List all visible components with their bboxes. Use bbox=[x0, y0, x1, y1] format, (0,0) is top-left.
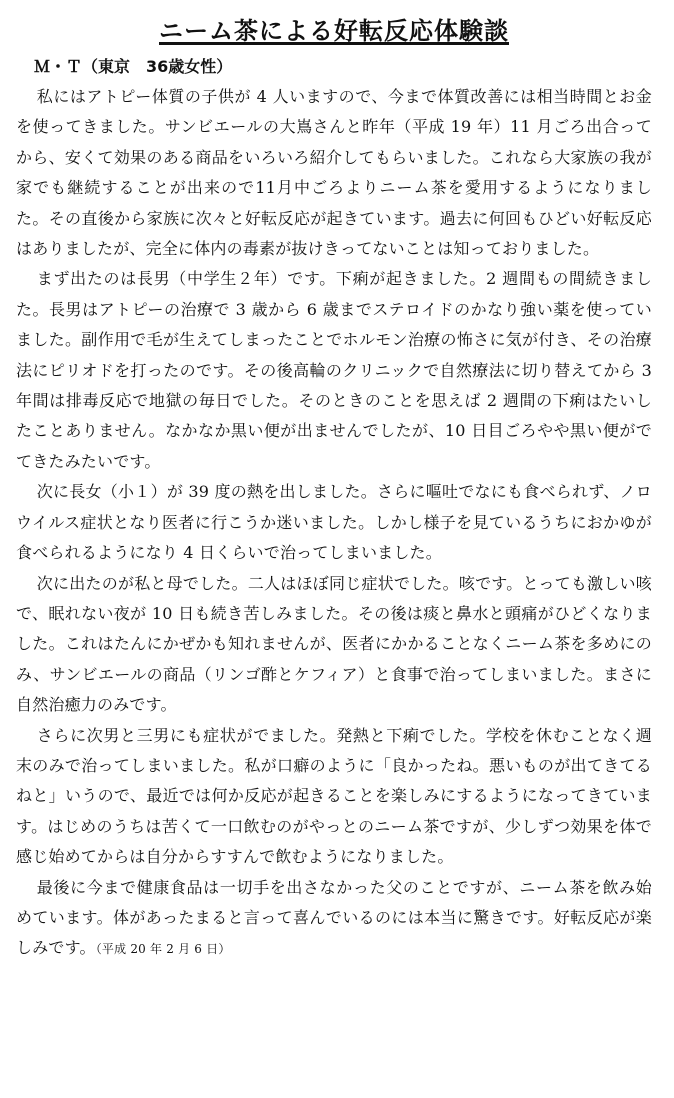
paragraph: 次に長女（小１）が 39 度の熱を出しました。さらに嘔吐でなにも食べられず、ノロウイルス症状となり医者に行こうか迷いました。しかし様子を見ているうちにおかゆが食べられるようになり 4 日くらいで治ってしまいました。 bbox=[16, 482, 652, 563]
paragraph-last bbox=[16, 873, 652, 965]
paragraph: さらに次男と三男にも症状がでました。発熱と下痢でした。学校を休むことなく週末のみで治ってしまいました。私が口癖のように「良かったね。悪いものが出てきてるねと」いうので、最近では何か反応が起きることを楽しみにするようになってきています。はじめのうちは苦くて一口飲むのがやっとのニーム茶ですが、少しずつ効果を体で感じ始めてからは自分からすすんで飲むようになりました。 bbox=[16, 725, 652, 867]
paragraph-last-text: 最後に今まで健康食品は一切手を出さなかった父のことですが、ニーム茶を飲み始めています。体があったまると言って喜んでいるのには本当に驚きです。好転反応が楽しみです。 bbox=[16, 877, 652, 958]
document-title: ニーム茶による好転反応体験談 bbox=[159, 17, 509, 45]
paragraph: 私にはアトピー体質の子供が 4 人いますので、今まで体質改善には相当時間とお金を使ってきました。サンビエールの大嶌さんと昨年（平成 19 年）11 月ごろ出合ってから、安くて効果のある商品をいろいろ紹介してもらいました。これなら大家族の我が家でも継続することが出来ので11月中ごろよりニーム茶を愛用するようになりました。その直後から家族に次々と好転反応が起きています。過去に何回もひどい好転反応はありましたが、完全に体内の毒素が抜けきってないことは知っておりました。 bbox=[16, 87, 652, 259]
paragraph: まず出たのは長男（中学生２年）です。下痢が起きました。2 週間もの間続きました。長男はアトピーの治療で 3 歳から 6 歳までステロイドのかなり強い薬を使っていました。副作用で毛が生えてしまったことでホルモン治療の怖さに気が付き、その治療法にピリオドを打ったのです。その後高輪のクリニックで自然療法に切り替えてから 3 年間は排毒反応で地獄の毎日でした。そのときのことを思えば 2 週間の下痢はたいしたことありません。なかなか黒い便が出ませんでしたが、10 日目ごろやや黒い便がでてきたみたいです。 bbox=[16, 269, 652, 471]
author-line: Ｍ・Ｔ（東京 36歳女性） bbox=[34, 57, 233, 76]
paragraph: 次に出たのが私と母でした。二人はほぼ同じ症状でした。咳です。とっても激しい咳で、眠れない夜が 10 日も続き苦しみました。その後は痰と鼻水と頭痛がひどくなりました。これはたんにかぜかも知れませんが、医者にかかることなくニーム茶を多めにのみ、サンビエールの商品（リンゴ酢とケフィア）と食事で治ってしまいました。まさに自然治癒力のみです。 bbox=[16, 573, 652, 715]
document-date: （平成 20 年 2 月 6 日） bbox=[95, 942, 231, 957]
